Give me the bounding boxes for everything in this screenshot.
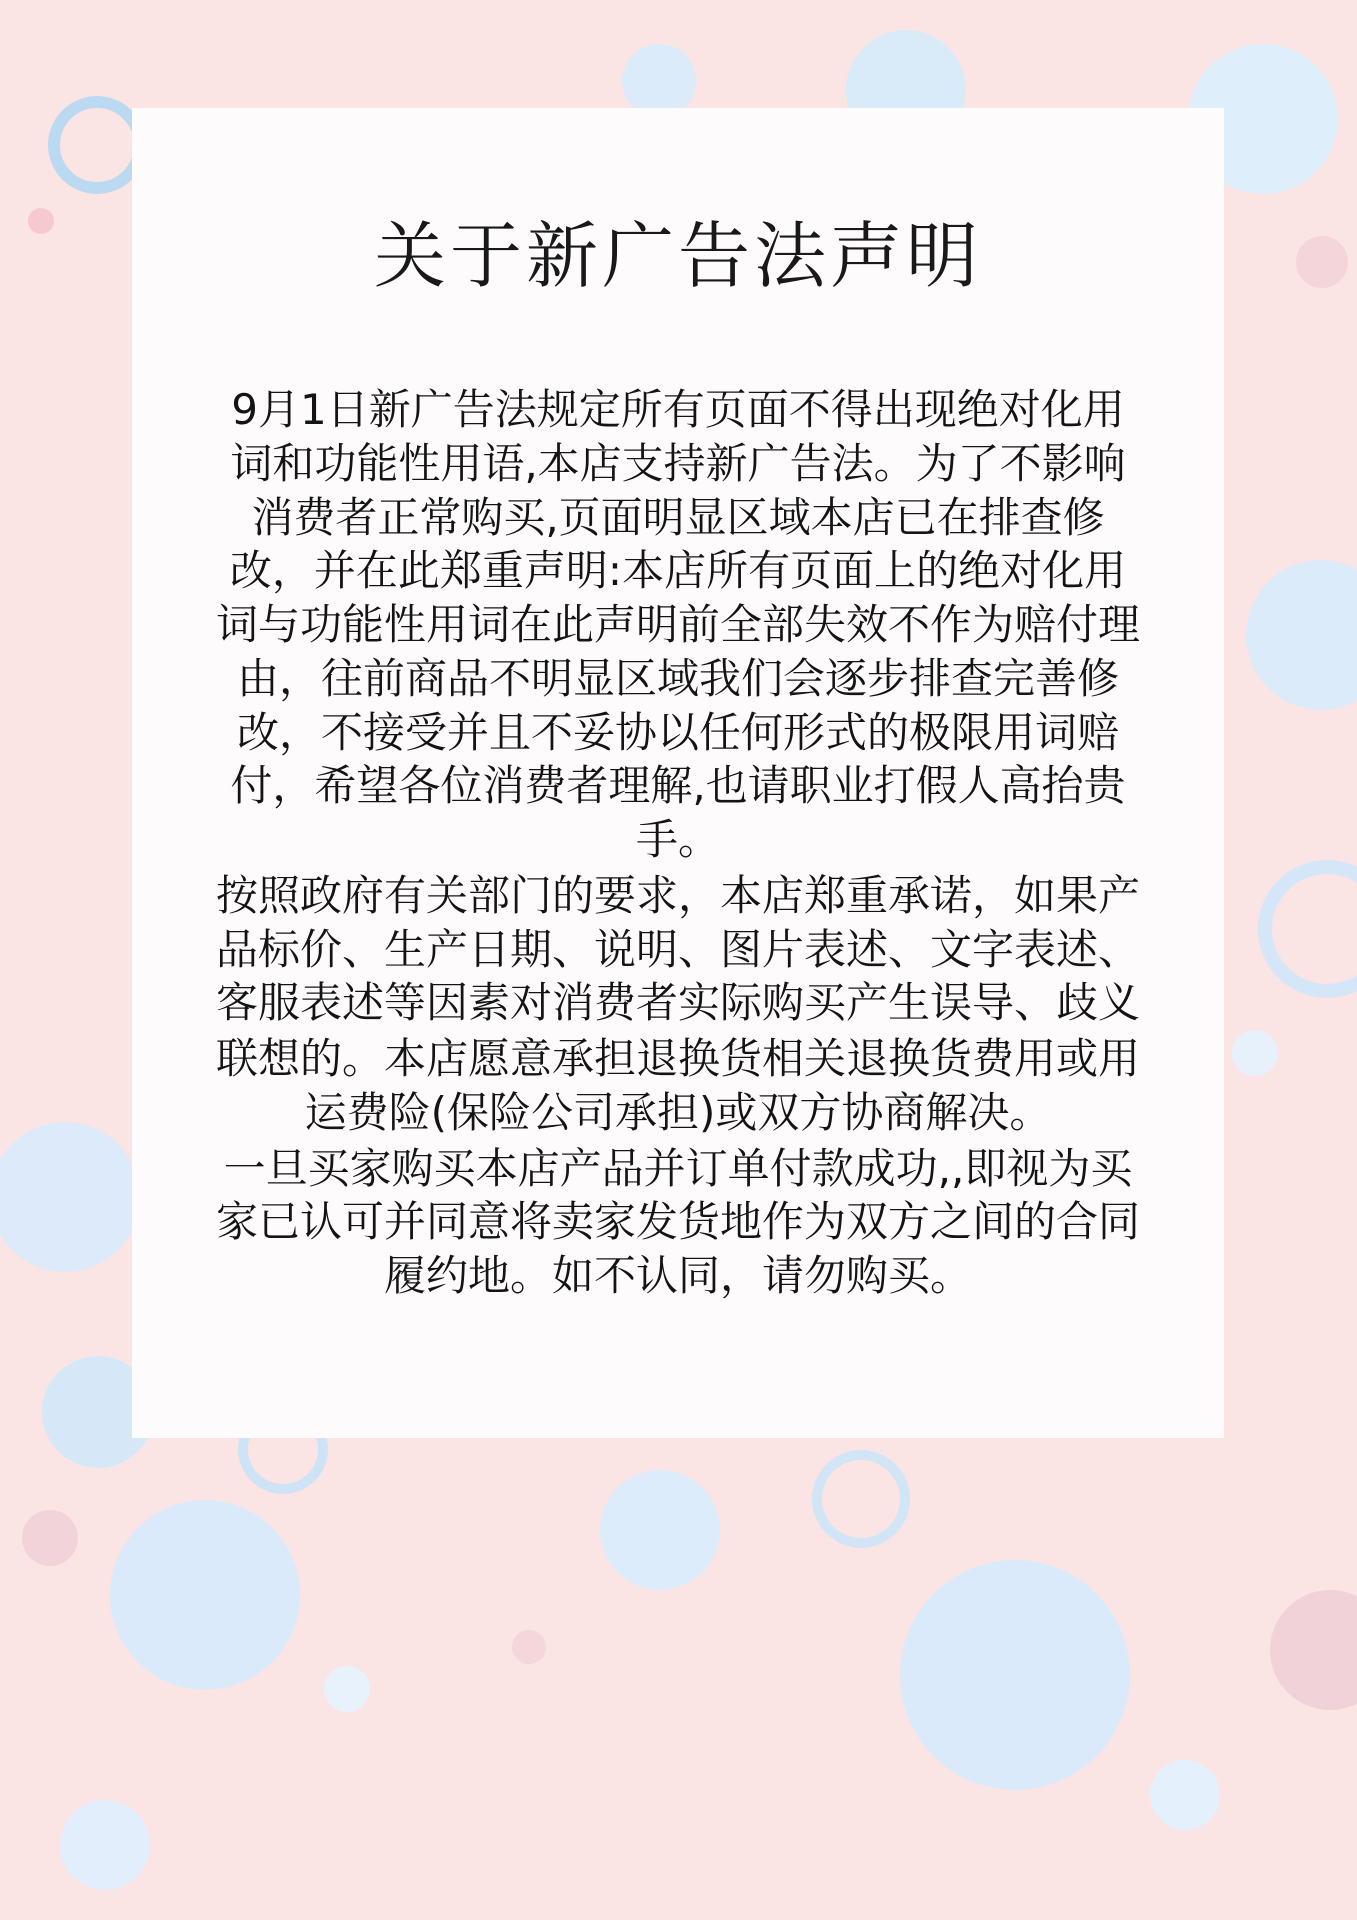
bubble-left-lower-large: [0, 1122, 140, 1272]
bubble-top-right-medium: [622, 44, 696, 118]
bubble-bottom-right-big: [900, 1560, 1130, 1790]
bubble-bottom-center: [600, 1470, 720, 1590]
paragraph-1: 9月1日新广告法规定所有页面不得出现绝对化用词和功能性用语,本店支持新广告法。为了不影响消费者正常购买,页面明显区域本店已在排查修改，并在此郑重声明:本店所有页面上的绝对化用词与功能性用词在此声明前全部失效不作为赔付理由，往前商品不明显区域我们会逐步排查完善修改，不接受并且不妥协以任何形式的极限用词赔付，希望各位消费者理解,也请职业打假人高抬贵手。: [215, 385, 1140, 864]
bubble-bottom-center-small: [324, 1666, 370, 1712]
bubble-right-lower-small: [1232, 1030, 1278, 1076]
bubble-bottom-center-tiny: [512, 1630, 546, 1664]
bubble-top-left-small: [28, 208, 54, 234]
statement-card: [132, 108, 1224, 1438]
page-title: 关于新广告法声明: [373, 214, 982, 298]
bubble-bottom-mid-left: [60, 1800, 150, 1890]
bubble-bottom-left-big: [110, 1500, 300, 1690]
bubble-bottom-far-right: [1270, 1590, 1357, 1710]
bubble-bottom-right-small: [1150, 1760, 1220, 1830]
bubble-top-right-tiny: [1296, 236, 1348, 288]
paragraph-2: 按照政府有关部门的要求，本店郑重承诺，如果产品标价、生产日期、说明、图片表述、文字表述、客服表述等因素对消费者实际购买产生误导、歧义: [215, 870, 1140, 1028]
bubble-right-lower-ring: [1258, 860, 1357, 998]
bubble-right-middle: [1246, 560, 1357, 710]
statement-body: [214, 383, 1142, 1303]
paragraph-3: 联想的。本店愿意承担退换货相关退换货费用或用运费险(保险公司承担)或双方协商解决。: [215, 1034, 1140, 1137]
bubble-left-lower-small: [22, 1510, 78, 1566]
paragraph-4: 一旦买家购买本店产品并订单付款成功,,即视为买家已认可并同意将卖家发货地作为双方之间的合同履约地。如不认同，请勿购买。: [215, 1143, 1140, 1300]
bubble-bottom-right-ring: [812, 1450, 910, 1548]
